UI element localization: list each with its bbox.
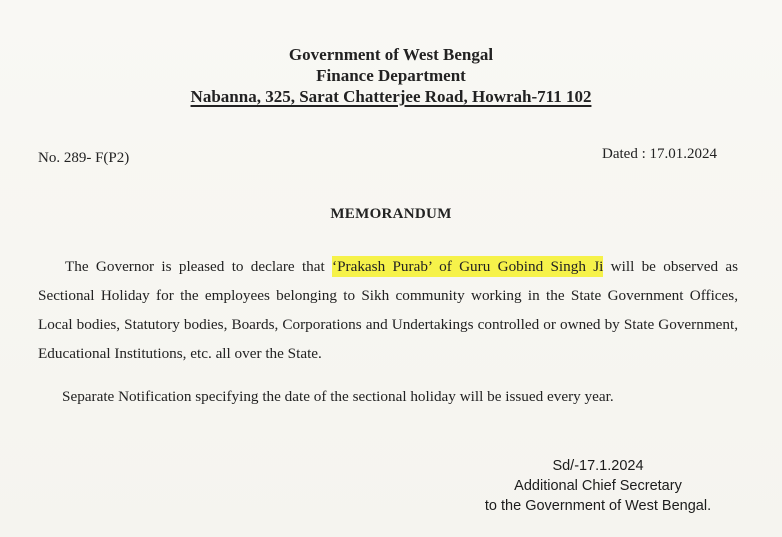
para1-text-start: The Governor is pleased to declare that xyxy=(65,258,333,275)
memo-number: No. 289- F(P2) xyxy=(38,150,130,166)
para1-text-end: will be observed as Sectional Holiday for the employees belonging to Sikh community working in the State Government Offices, Local bodies, Statutory bodies, Boards, Corporations and Undertakings controlled or owned by State Government, Educational Institutions, etc. all over the State. xyxy=(38,258,739,362)
body-paragraph-1 xyxy=(38,252,738,368)
body-paragraph-2: Separate Notification specifying the date of the sectional holiday will be issued every year. xyxy=(62,388,614,405)
highlighted-festival-name: ‘Prakash Purab’ of Guru Gobind Singh Ji xyxy=(332,258,604,275)
government-name: Government of West Bengal xyxy=(288,45,494,64)
signature-date: Sd/-17.1.2024 xyxy=(552,458,644,474)
office-address: Nabanna, 325, Sarat Chatterjee Road, Howrah-711 102 xyxy=(190,87,592,106)
department-name: Finance Department xyxy=(316,66,466,85)
signatory-organisation: to the Government of West Bengal. xyxy=(484,498,712,514)
memo-date: Dated : 17.01.2024 xyxy=(602,146,717,162)
document-title: MEMORANDUM xyxy=(330,206,452,222)
signatory-designation: Additional Chief Secretary xyxy=(514,478,682,494)
signature-block xyxy=(468,456,728,516)
letterhead xyxy=(0,44,782,107)
